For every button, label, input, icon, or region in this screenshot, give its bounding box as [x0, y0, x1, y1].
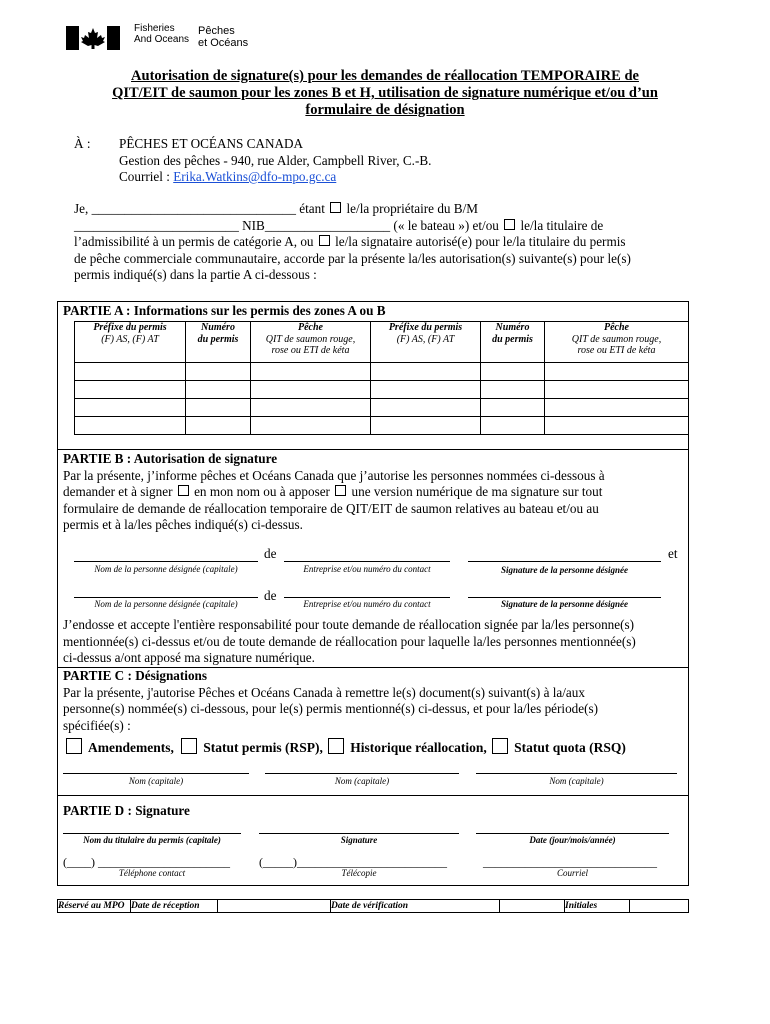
to-label: À : [74, 136, 91, 151]
designee-name-line[interactable] [63, 773, 249, 774]
authorized-signatory-checkbox[interactable] [319, 235, 330, 246]
table-cell[interactable] [545, 399, 689, 417]
designee-signature-line[interactable] [468, 597, 661, 598]
part-c-text: PARTIE C : Désignations Par la présente, j'autorise Pêches et Océans Canada à remettre le(s) document(s) suivant(s) à la/aux personne(s) nommée(s) ci-dessous, pour le(s) permis mentionné(s) ci-dessus, et pour la/les période(s) spécifiée(s) : [63, 668, 687, 734]
designee-name-caption: Nom de la personne désignée (capitale) [94, 599, 238, 609]
verification-date-label: Date de vérification [331, 900, 500, 913]
address-block: PÊCHES ET OCÉANS CANADA Gestion des pêches - 940, rue Alder, Campbell River, C.-B. Courriel : Erika.Watkins@dfo-mpo.gc.ca [119, 136, 432, 184]
company-line[interactable] [284, 597, 450, 598]
fax-caption: Télécopie [341, 868, 377, 878]
table-cell[interactable] [371, 417, 481, 435]
part-d-heading: PARTIE D : Signature [63, 803, 190, 818]
owner-checkbox[interactable] [330, 202, 341, 213]
table-cell[interactable] [186, 417, 251, 435]
statut-permis-checkbox[interactable] [181, 738, 197, 754]
table-cell[interactable] [251, 363, 371, 381]
table-cell[interactable] [75, 399, 186, 417]
name-caption: Nom (capitale) [128, 776, 184, 786]
request-sign-checkbox[interactable] [178, 485, 189, 496]
table-cell[interactable] [251, 381, 371, 399]
table-cell[interactable] [371, 363, 481, 381]
table-cell[interactable] [251, 399, 371, 417]
initials-cell[interactable] [630, 900, 689, 913]
table-cell[interactable] [545, 363, 689, 381]
table-cell[interactable] [75, 381, 186, 399]
dfo-reserved-table [57, 899, 689, 913]
phone-caption: Téléphone contact [118, 868, 186, 878]
eligibility-holder-checkbox[interactable] [504, 219, 515, 230]
table-cell[interactable] [371, 399, 481, 417]
table-cell[interactable] [371, 381, 481, 399]
canada-flag-icon [66, 26, 120, 50]
company-caption: Entreprise et/ou numéro du contact [303, 599, 431, 609]
section-divider [57, 449, 689, 450]
col-header: Préfixe du permis (F) AS, (F) AT [75, 322, 186, 363]
table-header-row [75, 322, 689, 363]
part-b-text: PARTIE B : Autorisation de signature Par la présente, j’informe pêches et Océans Canada que j’autorise les personnes nommées ci-dessous à demander et à signer en mon nom ou à apposer une version numérique de ma signature sur tout formulaire de demande de réallocation temporaire de QIT/EIT de saumon relatives au bateau et/ou au permis et à la/les pêches indiqué(s) ci-dessus. [63, 451, 683, 534]
de-label: de [264, 588, 277, 603]
department-name-en: Fisheries And Oceans [134, 23, 190, 45]
form-title: Autorisation de signature(s) pour les demandes de réallocation TEMPORAIRE de QIT/EIT de saumon pour les zones B et H, utilisation de signature numérique et/ou d’un formulaire de désignation [112, 68, 658, 118]
designee-name-line[interactable] [74, 597, 258, 598]
company-caption: Entreprise et/ou numéro du contact [303, 564, 431, 574]
designee-name-line[interactable] [476, 773, 677, 774]
part-c-heading: PARTIE C : Désignations [63, 668, 207, 683]
table-row [75, 417, 689, 435]
permit-table [74, 321, 689, 435]
holder-signature-caption: Signature [340, 835, 378, 845]
part-a-heading: PARTIE A : Informations sur les permis des zones A ou B [63, 303, 386, 318]
table-cell[interactable] [481, 363, 545, 381]
col-header: Numéro du permis [481, 322, 545, 363]
endorsement-paragraph: J’endosse et accepte l'entière responsabilité pour toute demande de réallocation signée par la/les personne(s) mentionnée(s) ci-dessus et/ou de toute demande de réallocation pour laquelle la/les personnes mentionnée(s) ci-dessus a/ont apposé ma signature numérique. [63, 617, 636, 665]
holder-name-caption: Nom du titulaire du permis (capitale) [83, 835, 221, 845]
holder-signature-line[interactable] [259, 833, 459, 834]
table-row [75, 399, 689, 417]
email-link[interactable]: Erika.Watkins@dfo-mpo.gc.ca [173, 169, 337, 184]
designee-name-caption: Nom de la personne désignée (capitale) [94, 564, 238, 574]
designee-name-line[interactable] [74, 561, 258, 562]
initials-label: Initiales [565, 900, 630, 913]
name-caption: Nom (capitale) [549, 776, 604, 786]
table-cell[interactable] [545, 417, 689, 435]
table-cell[interactable] [75, 417, 186, 435]
verification-date-cell[interactable] [500, 900, 565, 913]
table-cell[interactable] [186, 381, 251, 399]
col-header: Pêche QIT de saumon rouge, rose ou ETI de kéta [251, 322, 371, 363]
statut-quota-checkbox[interactable] [492, 738, 508, 754]
table-cell[interactable] [186, 399, 251, 417]
date-caption: Date (jour/mois/année) [529, 835, 616, 845]
col-header: Numéro du permis [186, 322, 251, 363]
designee-signature-line[interactable] [468, 561, 661, 562]
department-name-fr: Pêches et Océans [198, 25, 249, 49]
part-b-heading: PARTIE B : Autorisation de signature [63, 451, 278, 466]
fax-field[interactable]: (_____)_________________________ [259, 855, 447, 869]
company-line[interactable] [284, 561, 450, 562]
signature-caption: Signature de la personne désignée [500, 599, 628, 609]
table-row [75, 363, 689, 381]
table-cell[interactable] [75, 363, 186, 381]
amendements-checkbox[interactable] [66, 738, 82, 754]
designee-name-line[interactable] [265, 773, 459, 774]
table-cell[interactable] [481, 399, 545, 417]
reception-date-label: Date de réception [131, 900, 218, 913]
table-row [75, 381, 689, 399]
table-cell[interactable] [186, 363, 251, 381]
historique-checkbox[interactable] [328, 738, 344, 754]
table-cell[interactable] [545, 381, 689, 399]
section-divider [57, 795, 689, 796]
reserved-label: Réservé au MPO [58, 900, 131, 913]
date-line[interactable] [476, 833, 669, 834]
de-label: de [264, 546, 277, 561]
table-cell[interactable] [481, 381, 545, 399]
holder-name-line[interactable] [63, 833, 241, 834]
name-caption: Nom (capitale) [334, 776, 390, 786]
et-label: et [668, 546, 678, 561]
email-field[interactable]: _____________________________ [483, 855, 657, 869]
email-caption: Courriel [556, 868, 588, 878]
digital-signature-checkbox[interactable] [335, 485, 346, 496]
intro-paragraph: Je, _______________________________ étant le/la propriétaire du B/M _________________________ NIB___________________ (« le bateau ») et/ou le/la titulaire de l’admissibilité à un permis de catégorie A, ou le/la signataire autorisé(e) pour le/la titulaire du permis de pêche commerciale communautaire, accorde par la présente la/les autorisation(s) suivante(s) pour le(s) permis indiqué(s) dans la partie A ci-dessous : [74, 201, 631, 282]
table-cell[interactable] [251, 417, 371, 435]
col-header: Pêche QIT de saumon rouge, rose ou ETI de kéta [545, 322, 689, 363]
phone-field[interactable]: (____) ______________________ [63, 855, 230, 869]
reception-date-cell[interactable] [218, 900, 331, 913]
document-options: Amendements, Statut permis (RSP), Historique réallocation, Statut quota (RSQ) [66, 738, 626, 756]
col-header: Préfixe du permis (F) AS, (F) AT [371, 322, 481, 363]
table-cell[interactable] [481, 417, 545, 435]
signature-caption: Signature de la personne désignée [500, 565, 628, 575]
